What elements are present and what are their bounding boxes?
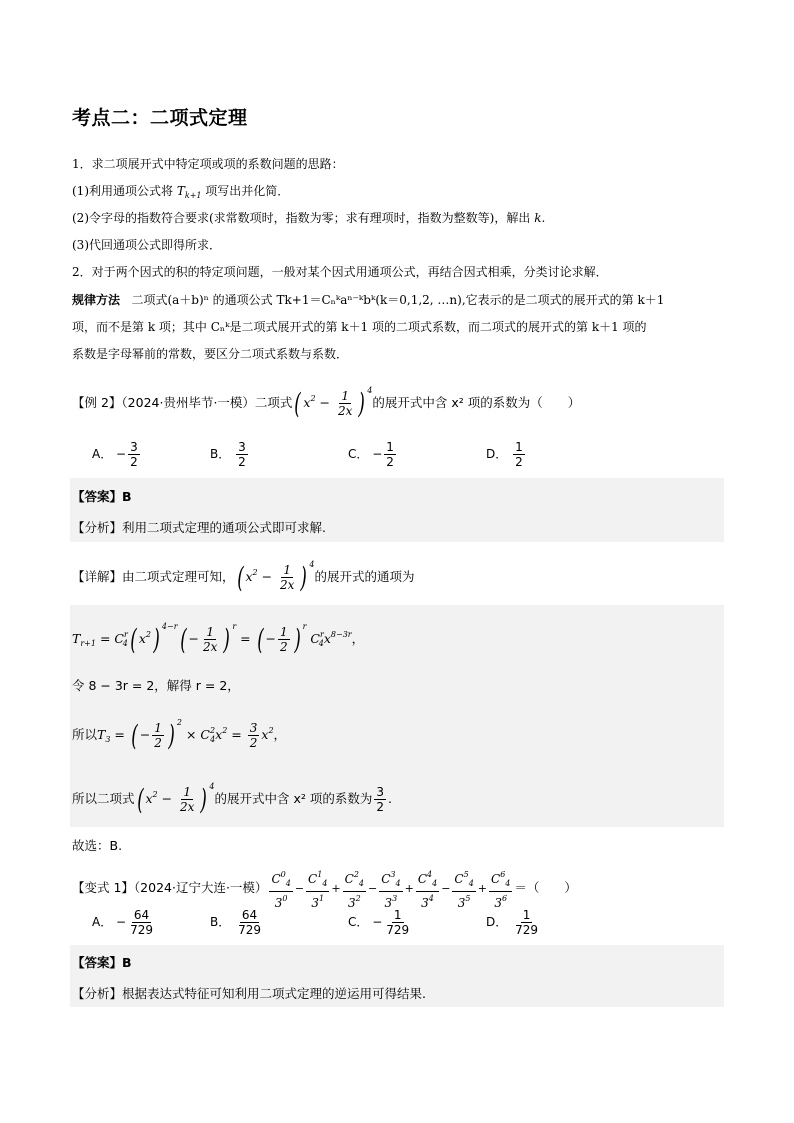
example2-option-c[interactable]: C． − $\frac{1}{2}$ (348, 440, 394, 469)
rule-label: 规律方法 (72, 293, 121, 307)
example2-detail-intro: 【详解】由二项式定理可知，( $x^2$ − $\frac{1}{2x}$ ) $^4$的展开式的通项为 (72, 560, 415, 594)
method-line-1: 1．求二项展开式中特定项或项的系数问题的思路： (72, 157, 344, 171)
example2-conclusion: 故选：B. (72, 838, 123, 853)
rule-line-2: 项，而不是第 k 项；其中 Cₙᵏ是二项式展开式的第 k＋1 项的二项式系数，而二项式的展开式的第 k＋1 项的 (72, 320, 647, 334)
variant1-option-a[interactable]: A． − $\frac{64}{729}$ (92, 908, 154, 937)
variant1-option-d[interactable]: D． $\frac{1}{729}$ (486, 908, 538, 937)
method-line-5: 2．对于两个因式的积的特定项问题，一般对某个因式用通项公式，再结合因式相乘，分类讨论求解． (72, 265, 608, 279)
example2-answer: 【答案】B (72, 489, 132, 504)
derivation-step-4: 所以二项式( $x^2$ − $\frac{1}{2x}$ ) $^4$的展开式中含 x² 项的系数为 $\frac{3}{2}$ . (72, 782, 392, 816)
derivation-step-3: 所以$T_3$ = ( − $\frac{1}{2}$ ) $^2 \times C^2_4x^2$ = $\frac{3}{2}$ $x^2$， (72, 718, 287, 752)
variant1-analysis: 【分析】根据表达式特征可知利用二项式定理的逆运用可得结果. (72, 986, 426, 1001)
example2-option-b[interactable]: B． $\frac{3}{2}$ (210, 440, 246, 469)
rule-line-1: 规律方法 二项式(a＋b)ⁿ 的通项公式 Tk+1＝Cₙᵏaⁿ⁻ᵏbᵏ(k＝0,1,2, …n),它表示的是二项式的展开式的第 k＋1 (72, 293, 665, 307)
example2-option-d[interactable]: D． $\frac{1}{2}$ (486, 440, 523, 469)
variant1-option-c[interactable]: C． − $\frac{1}{729}$ (348, 908, 410, 937)
derivation-step-1: $T_{r+1} = C^r_4$( $x^2$) $^{4-r}$( − $\frac{1}{2x}$ ) $^r$ = ( − $\frac{1}{2}$ ) $^r$ $C^r_4x^{8-3r}$， (72, 622, 365, 656)
method-line-3: (2)令字母的指数符合要求(求常数项时，指数为零；求有理项时，指数为整数等)，解出 k. (72, 211, 546, 225)
variant1-option-b[interactable]: B． $\frac{64}{729}$ (210, 908, 261, 937)
rule-line-3: 系数是字母幂前的常数，要区分二项式系数与系数． (72, 347, 349, 361)
method-line-4: (3)代回通项公式即得所求． (72, 238, 221, 252)
example2-analysis: 【分析】利用二项式定理的通项公式即可求解. (72, 520, 326, 535)
section-title: 考点二：二项式定理 (72, 107, 248, 129)
derivation-step-2: 令 8 − 3r = 2，解得 r = 2， (72, 678, 240, 693)
variant1-question: 【变式 1】（2024·辽宁大连·一模） $\frac{C^0_4}{3^0}$ − $\frac{C^1_4}{3^1}$ + $\frac{C^2_4}{3^2}$ − $\frac{C^3_4}{3^3}$ + $\frac{C^4_4}{3^4}$ − $\frac{C^5_4}{3^5}$ + $\frac{C^6_4}{3^6}$ ＝（ ） (72, 870, 577, 910)
method-line-2: (1)利用通项公式将 $T_{k+1}$ 项写出并化简． (72, 184, 290, 200)
variant1-answer: 【答案】B (72, 955, 132, 970)
example2-question: 【例 2】（2024·贵州毕节·一模）二项式( $x^2$ − $\frac{1}{2x}$ ) $^4$的展开式中含 x² 项的系数为（ ） (72, 386, 581, 420)
example2-option-a[interactable]: A． − $\frac{3}{2}$ (92, 440, 138, 469)
